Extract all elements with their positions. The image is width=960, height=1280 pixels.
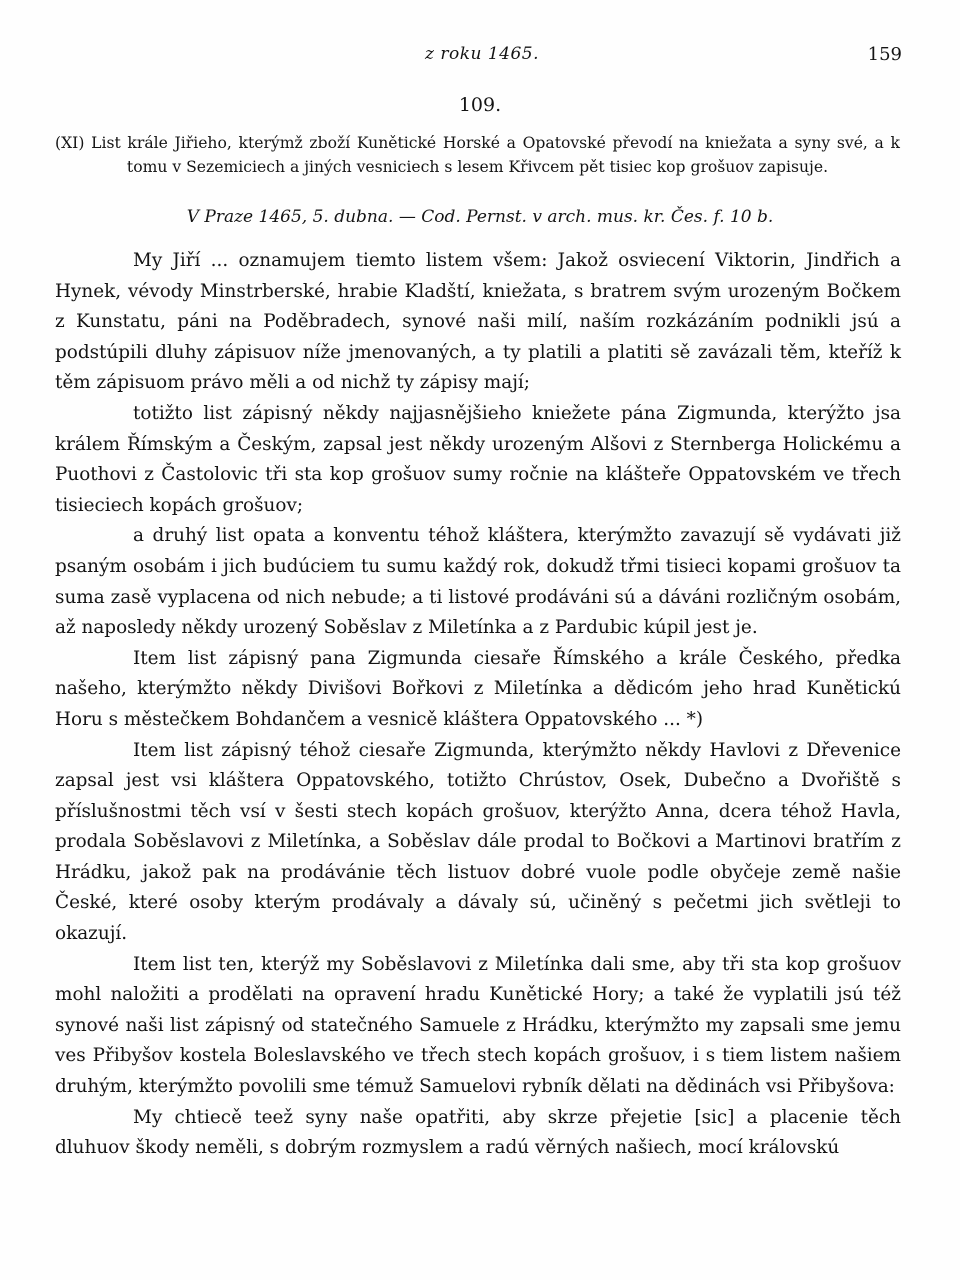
document-regest: (XI) List krále Jiřieho, kterýmž zboží Kunětické Horské a Opatovské převodí na kniežata a syny své, a k tomu v Sezemiciech a jiných vesniciech s lesem Křivcem pět tisiec kop grošuov zapisuje. [55,134,900,176]
body-paragraph: My chtiecě teež syny naše opatřiti, aby skrze přejetie [sic] a placenie těch dluhuov škody neměli, s dobrým rozmyslem a radú věrných našiech, mocí královskú [55,1106,901,1159]
body-paragraph: totižto list zápisný někdy najjasnějšieho kniežete pána Zigmunda, kterýžto jsa králem Římským a Českým, zapsal jest někdy urozeným Alšovi z Sternberga Holickému a Puothovi z Častolovic tři sta kop grošuov sumy ročnie na klášteře Oppatovském ve třech tisieciech kopách grošuov; [55,402,901,516]
body-paragraph: Item list zápisný pana Zigmunda ciesaře Římského a krále Českého, předka našeho, kterýmžto někdy Divišovi Bořkovi z Miletínka a dědicóm jeho hrad Kunětickú Horu s městečkem Bohdančem a vesnicě kláštera Oppatovského ... *) [55,647,901,730]
body-paragraph: Item list ten, kterýž my Soběslavovi z Miletínka dali sme, aby tři sta kop grošuov mohl naložiti a prodělati na opravení hradu Kunětické Hory; a také že vyplatili jsú též synové naši list zápisný od statečného Samuele z Hrádku, kterýmžto my zapsali sme jemu ves Přibyšov kostela Boleslavského ve třech stech kopách grošuov, i s tiem listem našiem druhým, kterýmžto povolili sme témuž Samuelovi rybník dělati na dědinách vsi Přibyšova: [55,953,901,1098]
running-head: z roku 1465. [424,44,540,64]
document-body [55,246,901,1164]
document-number: 109. [458,94,502,116]
body-paragraph: My Jiří ... oznamujem tiemto listem všem: Jakož osviecení Viktorin, Jindřich a Hynek, vévody Minstrberské, hrabie Kladští, kniežata, s bratrem svým urozeným Bočkem z Kunstatu, páni na Poděbradech, synové naši milí, naším rozkázáním podnikli jsú a podstúpili dluhy zápisuov níže jmenovaných, a ty platili a platiti sě zavázali těm, kteříž k těm zápisuom právo měli a od nichž ty zápisy mají; [55,250,901,394]
body-paragraph: Item list zápisný téhož ciesaře Zigmunda, kterýmžto někdy Havlovi z Dřevenice zapsal jest vsi kláštera Oppatovského, totižto Chrústov, Osek, Dubečno a Dvořiště s příslušnostmi těch vsí v šesti stech kopách grošuov, kterýžto Anna, dcera téhož Havla, prodala Soběslavovi z Miletínka, a Soběslav dále prodal to Bočkovi a Martinovi bratřím z Hrádku, jakož pak na prodávánie těch listuov dobré vuole podle obyčeje země našie České, které osoby kterým prodávaly a dávaly sú, učiněný s pečetmi jich světleji to okazují. [55,739,901,945]
document-source: V Praze 1465, 5. dubna. — Cod. Pernst. v arch. mus. kr. Čes. f. 10 b. [186,207,774,227]
page-number: 159 [867,44,902,65]
body-paragraph: a druhý list opata a konventu téhož kláštera, kterýmžto zavazují sě vydávati již psaným osobám i jich budúciem tu sumu každý rok, dokudž třmi tisieci kopami grošuov ta suma zasě vyplacena od nich nebude; a ti listové prodáváni sú a dáváni rozličným osobám, až naposledy někdy urozený Soběslav z Miletínka a z Pardubic kúpil jest je. [55,525,901,639]
page-header [62,44,902,72]
